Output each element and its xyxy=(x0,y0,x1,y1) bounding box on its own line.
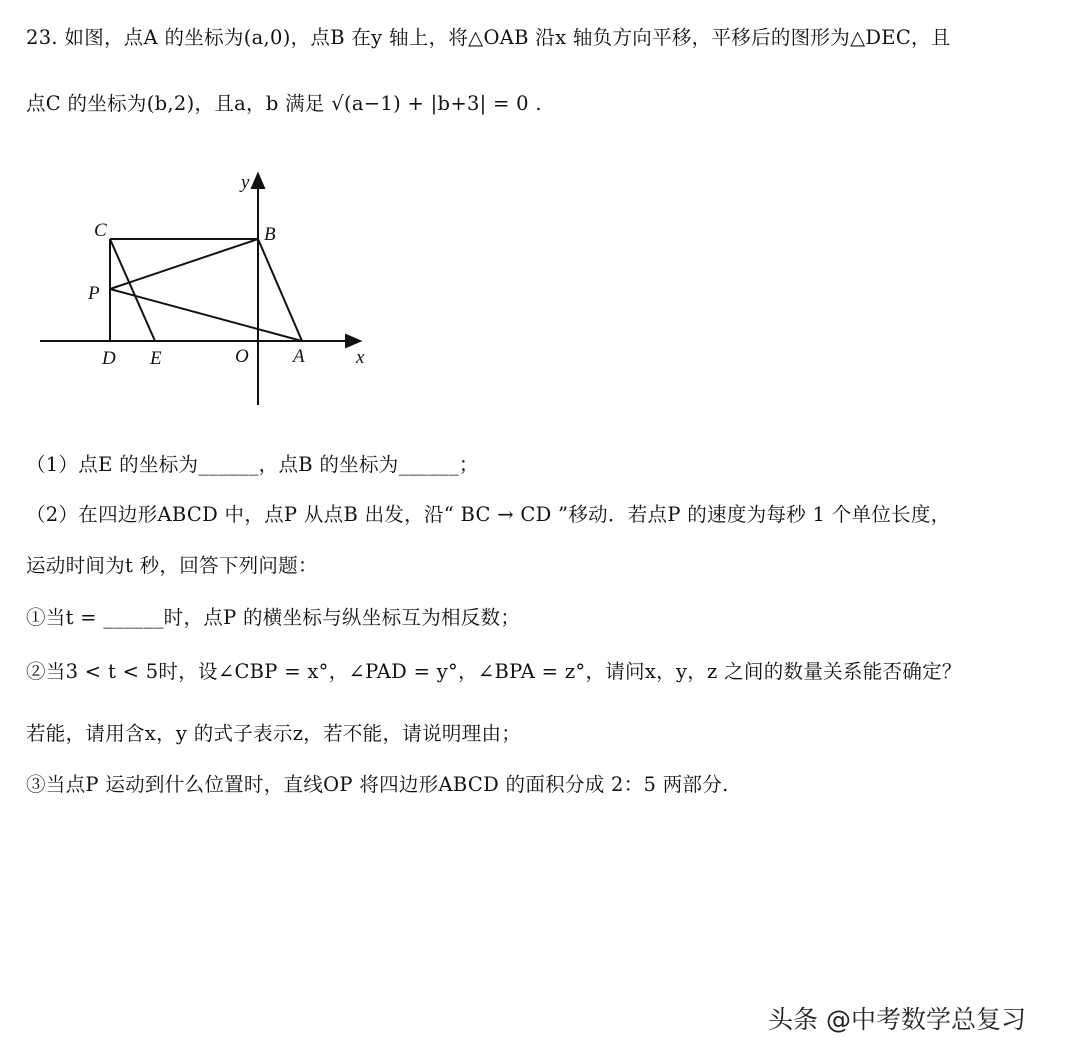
question-1: （1）点E 的坐标为______，点B 的坐标为______； xyxy=(26,453,479,476)
question-2-part-1: ①当t = ______时，点P 的横坐标与纵坐标互为相反数； xyxy=(26,606,521,629)
label-y: y xyxy=(241,172,250,193)
question-2-line-1: （2）在四边形ABCD 中，点P 从点B 出发，沿“ BC → CD ”移动．若点P 的速度为每秒 1 个单位长度， xyxy=(26,503,951,526)
segment-BA xyxy=(258,239,302,341)
label-x: x xyxy=(356,347,365,368)
question-2-line-2: 运动时间为t 秒，回答下列问题： xyxy=(26,554,318,577)
question-2-part-3: ③当点P 运动到什么位置时，直线OP 将四边形ABCD 的面积分成 2：5 两部分. xyxy=(26,773,729,796)
segment-PB xyxy=(110,239,258,289)
intro-line-1: 23. 如图，点A 的坐标为(a,0)，点B 在y 轴上，将△OAB 沿x 轴负方向平移，平移后的图形为△DEC，且 xyxy=(26,26,951,49)
label-P: P xyxy=(88,283,100,304)
label-B: B xyxy=(264,224,276,245)
coordinate-figure xyxy=(0,0,400,420)
label-O: O xyxy=(235,346,249,367)
intro-line-2: 点C 的坐标为(b,2)，且a，b 满足 √(a−1) + |b+3| = 0 . xyxy=(26,92,542,115)
label-A: A xyxy=(293,346,305,367)
x-axis-arrow xyxy=(346,335,360,347)
label-D: D xyxy=(102,348,116,369)
question-2-part-2-line-2: 若能，请用含x，y 的式子表示z，若不能，请说明理由； xyxy=(26,722,522,745)
segment-PA xyxy=(110,289,302,341)
question-2-part-2-line-1: ②当3 < t < 5时，设∠CBP = x°，∠PAD = y°，∠BPA = z°，请问x，y，z 之间的数量关系能否确定？ xyxy=(26,660,962,683)
label-E: E xyxy=(150,348,162,369)
label-C: C xyxy=(94,220,107,241)
y-axis-arrow xyxy=(252,174,264,188)
watermark: 头条 @中考数学总复习 xyxy=(768,1005,1026,1034)
